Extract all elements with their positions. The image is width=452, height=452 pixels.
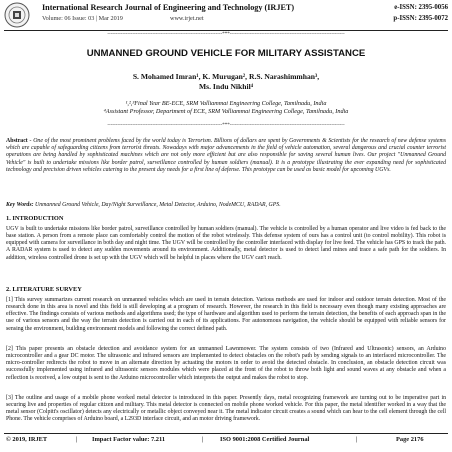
authors-line-1: S. Mohamed Imran¹, K. Murugan², R.S. Narashimmhan³, bbox=[132, 72, 320, 81]
authors-line-2: Ms. Indu Nikhil⁴ bbox=[199, 82, 253, 91]
author-list bbox=[0, 72, 452, 92]
footer-copyright: © 2019, IRJET bbox=[6, 436, 48, 443]
footer-page-number: Page 2176 bbox=[396, 436, 424, 443]
literature-paragraph-2: [2] This paper presents an obstacle detection and avoidance system for an unmanned Lawnmower. The system consists of two (Infrared and Ultrasonic) sensors, an Arduino microcontroller and a gear DC motor. The ultrasonic and infrared sensors are implemented to detect obstacles on the robot's path by sending signals to an interfaced microcontroller. The micro-controller redirects the robot to move in an alternate direction by actuating the motors in order to avoid the detected obstacle. In conclusion, an obstacle detection circuit was successfully implemented using infrared and ultrasonic sensors modules which were placed at the front of the robot to throw both light and sound waves at any obstacle and when a reflection is received, a low output is sent to the Arduino microcontroller which interprets the output and makes the robot to stop. bbox=[6, 346, 446, 381]
section-heading-literature-survey: 2. LITERATURE SURVEY bbox=[6, 286, 82, 293]
introduction-paragraph: UGV is built to undertake missions like border patrol, surveillance controlled by human soldiers (manual). The vehicle is controlled by a human operator and live video is fed back to the base station. A person from a remote place can comfortably control the motion of the robot wirelessly. This defense system of ours has a control unit (to control mobility). This robot is equipped with camera for surveillance in both day and night time. The UGV will be controlled by the controller interfaced with display for live feed. The vehicle has GPS to track the path. A RADAR system is used to detect any sudden movements around its environment. Additionally, metal detector is used to detect land mines and trace a safe path for the soldiers. In addition, wireless controlled drone is set up with the UGV which will be helpful in places where the UGV can't reach. bbox=[6, 226, 446, 261]
irjet-logo-icon bbox=[4, 2, 30, 28]
footer-separator: | bbox=[356, 436, 358, 443]
abstract-text: - One of the most prominent problems faced by the world today is Terrorism. Billions of dollars are spent by Governments & Scientists for the research of new defense systems which are capable of safeguarding citizens from terrorist threats. Nowadays with major advancements in the field of vehicle automation, several dangerous and crucial counter terrorist operations are being handled by sophisticated machines which are not only more efficient but are also responsible for saving several human lives. Our project "Unmanned Ground Vehicle" is built to undertake missions like border patrol, surveillance controlled by human soldiers (manual). It is a prototype illustrating the ever expanding need for sophisticated technology and precision driven vehicles catering to the present day needs for a first line of defense. This prototype can be used as basic model for upcoming UGVs. bbox=[6, 138, 446, 173]
abstract-star-rule: ---------------------------------------------------------------------***--------------------------------------------------------------------- bbox=[107, 123, 345, 128]
abstract-label: Abstract bbox=[6, 138, 28, 144]
p-issn: p-ISSN: 2395-0072 bbox=[393, 15, 448, 22]
affiliation-1: ¹,²,³Final Year BE-ECE, SRM Valliammai Engineering College, Tamilnadu, India bbox=[125, 100, 327, 107]
header-star-rule: ---------------------------------------------------------------------***--------------------------------------------------------------------- bbox=[107, 32, 345, 37]
header-rule bbox=[4, 30, 448, 31]
footer-rule bbox=[4, 433, 448, 434]
section-heading-introduction: 1. INTRODUCTION bbox=[6, 215, 64, 222]
footer-iso-certified: ISO 9001:2008 Certified Journal bbox=[220, 436, 310, 443]
e-issn: e-ISSN: 2395-0056 bbox=[394, 4, 448, 11]
footer-impact-factor: Impact Factor value: 7.211 bbox=[92, 436, 166, 443]
volume-issue: Volume: 06 Issue: 03 | Mar 2019 bbox=[42, 15, 123, 22]
abstract bbox=[6, 138, 446, 174]
journal-header bbox=[4, 2, 448, 28]
journal-meta bbox=[42, 15, 204, 22]
keywords-text: Unmanned Ground Vehicle, Day/Night Surveillance, Metal Detector, Arduino, NodeMCU, RADAR, GPS. bbox=[33, 202, 281, 208]
footer-separator: | bbox=[76, 436, 78, 443]
keywords-label: Key Words: bbox=[6, 202, 34, 208]
affiliation-2: ⁴Assistant Professor, Department of ECE, SRM Valliammai Engineering College, Tamilnadu, India bbox=[103, 108, 349, 115]
paper-title: UNMANNED GROUND VEHICLE FOR MILITARY ASSISTANCE bbox=[86, 48, 366, 59]
journal-website-link[interactable]: www.irjet.net bbox=[170, 15, 204, 22]
footer-separator: | bbox=[202, 436, 204, 443]
literature-paragraph-1: [1] This survey summarizes current research on unmanned vehicles which are used in terrain detection. Various methods are used for indoor and outdoor terrain detection. Most of the research done in this area is novel and this field is still developing at a program of research. However, the research in this field is necessary even though many existing approaches are effective. The findings consists of various methods and algorithms used; the type of hardware and algorithm used to perform the terrain detection, the benefits of each approach span in the use of various sensors and the way the terrain detection is carried out in each of its applications. For autonomous navigation, the vehicle should be equipped with reliable sensors for sensing the environment, building environment models and following the correct defined path. bbox=[6, 297, 446, 332]
journal-title: International Research Journal of Engineering and Technology (IRJET) bbox=[42, 3, 295, 12]
literature-paragraph-3: [3] The outline and usage of a mobile phone worked metal detector is introduced in this paper. Presently days, metal recognizing framework are turning out to be imperative part in securing live and properties of regular citizen and military. This metal detector is connected on mobile phone worked vehicle. For this paper, the metal identifier worked in a way that the metal sensor (Colpitt's oscillator) detects any electrically or metallic object conveyed near it. The metal indicator circuit creates a sound which can hear to the cell element through the cell Phone. The vehicle comprises of Arduino board, a L293D interface circuit, and an motor driving framework. bbox=[6, 395, 446, 423]
keywords bbox=[6, 202, 446, 209]
